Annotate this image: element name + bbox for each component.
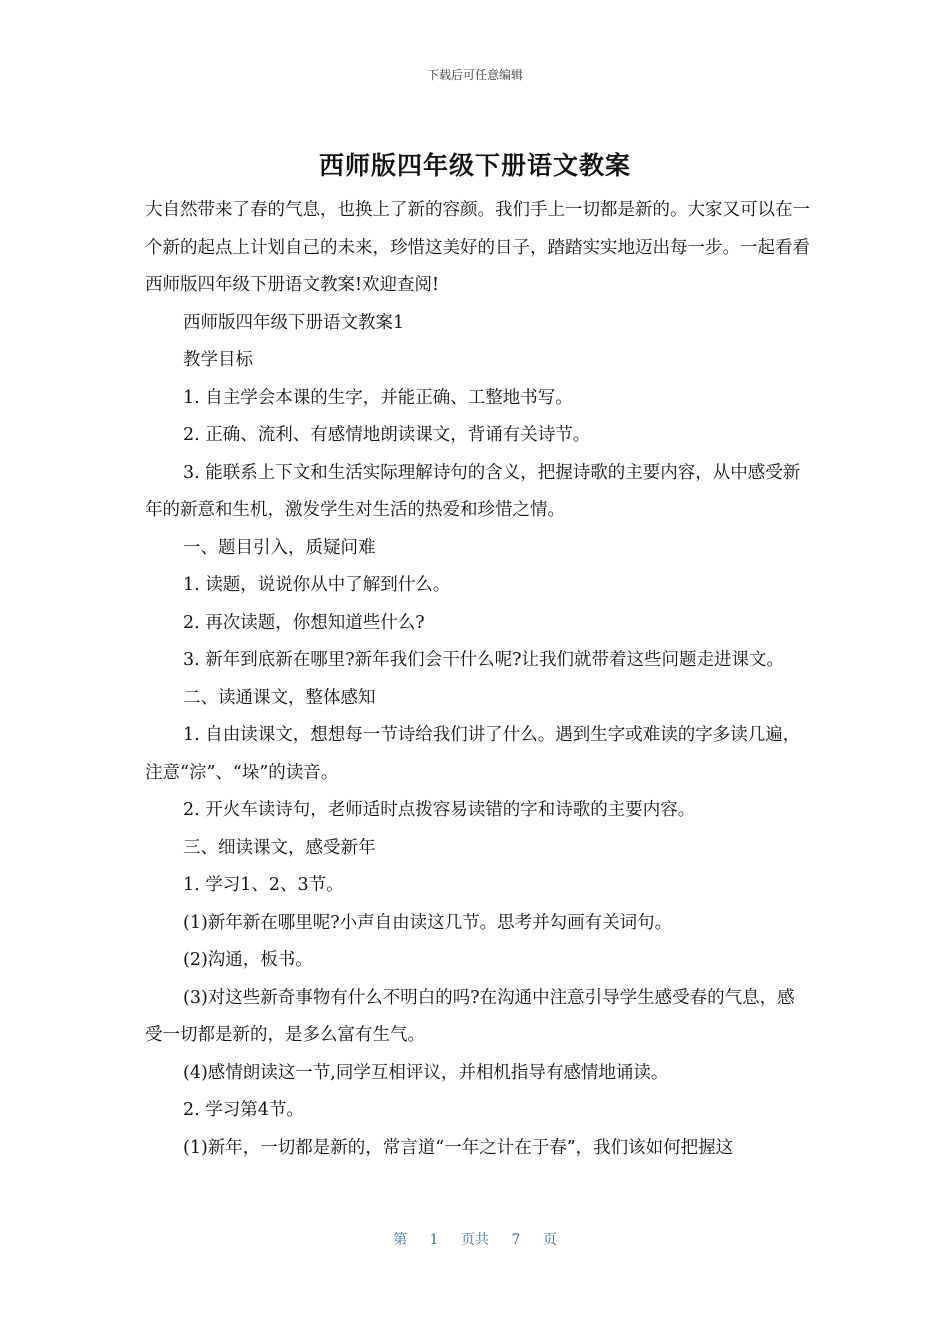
paragraph: (3)对这些新奇事物有什么不明白的吗?在沟通中注意引导学生感受春的气息，感受一切都是新的，是多么富有生气。 <box>145 987 795 1045</box>
paragraph: 2. 再次读题，你想知道些什么? <box>183 612 425 633</box>
paragraph: 教学目标 <box>183 350 253 370</box>
paragraph: 三、细读课文，感受新年 <box>183 837 376 858</box>
paragraph: 2. 学习第4节。 <box>183 1100 304 1120</box>
footer-total-pages: 7 <box>511 1232 521 1248</box>
paragraph: 1. 自由读课文，想想每一节诗给我们讲了什么。遇到生字或难读的字多读几遍，注意“淙”、“垛”的读音。 <box>145 725 801 783</box>
paragraph: (1)新年，一切都是新的，常言道“一年之计在于春”，我们该如何把握这 <box>183 1137 734 1158</box>
paragraph: 大自然带来了春的气息，也换上了新的容颜。我们手上一切都是新的。大家又可以在一个新的起点上计划自己的未来，珍惜这美好的日子，踏踏实实地迈出每一步。一起看看西师版四年级下册语文教案!欢迎查阅! <box>145 200 810 295</box>
paragraph: 2. 开火车读诗句，老师适时点拨容易读错的字和诗歌的主要内容。 <box>183 800 696 820</box>
footer-label-after: 页 <box>542 1232 557 1248</box>
page-footer <box>0 1229 950 1249</box>
footer-label-before: 第 <box>393 1232 408 1248</box>
paragraph: 西师版四年级下册语文教案1 <box>183 312 405 333</box>
paragraph: 1. 学习1、2、3节。 <box>183 875 344 895</box>
paragraph: 1. 读题，说说你从中了解到什么。 <box>183 575 451 595</box>
footer-label-middle: 页共 <box>461 1232 489 1248</box>
paragraph: (1)新年新在哪里呢?小声自由读这几节。思考并勾画有关词句。 <box>183 912 673 933</box>
header-note: 下载后可任意编辑 <box>426 68 523 82</box>
document-title: 西师版四年级下册语文教案 <box>318 151 631 180</box>
paragraph: 一、题目引入，质疑问难 <box>183 537 376 558</box>
paragraph: 2. 正确、流利、有感情地朗读课文，背诵有关诗节。 <box>183 425 591 445</box>
document-body <box>145 192 810 1167</box>
paragraph: (4)感情朗读这一节,同学互相评议，并相机指导有感情地诵读。 <box>183 1062 669 1083</box>
paragraph: 3. 能联系上下文和生活实际理解诗句的含义，把握诗歌的主要内容，从中感受新年的新意和生机，激发学生对生活的热爱和珍惜之情。 <box>145 462 801 520</box>
paragraph: (2)沟通，板书。 <box>183 950 313 970</box>
footer-current-page: 1 <box>429 1232 439 1248</box>
paragraph: 3. 新年到底新在哪里?新年我们会干什么呢?让我们就带着这些问题走进课文。 <box>183 650 785 670</box>
paragraph: 1. 自主学会本课的生字，并能正确、工整地书写。 <box>183 387 573 408</box>
paragraph: 二、读通课文，整体感知 <box>183 687 376 708</box>
